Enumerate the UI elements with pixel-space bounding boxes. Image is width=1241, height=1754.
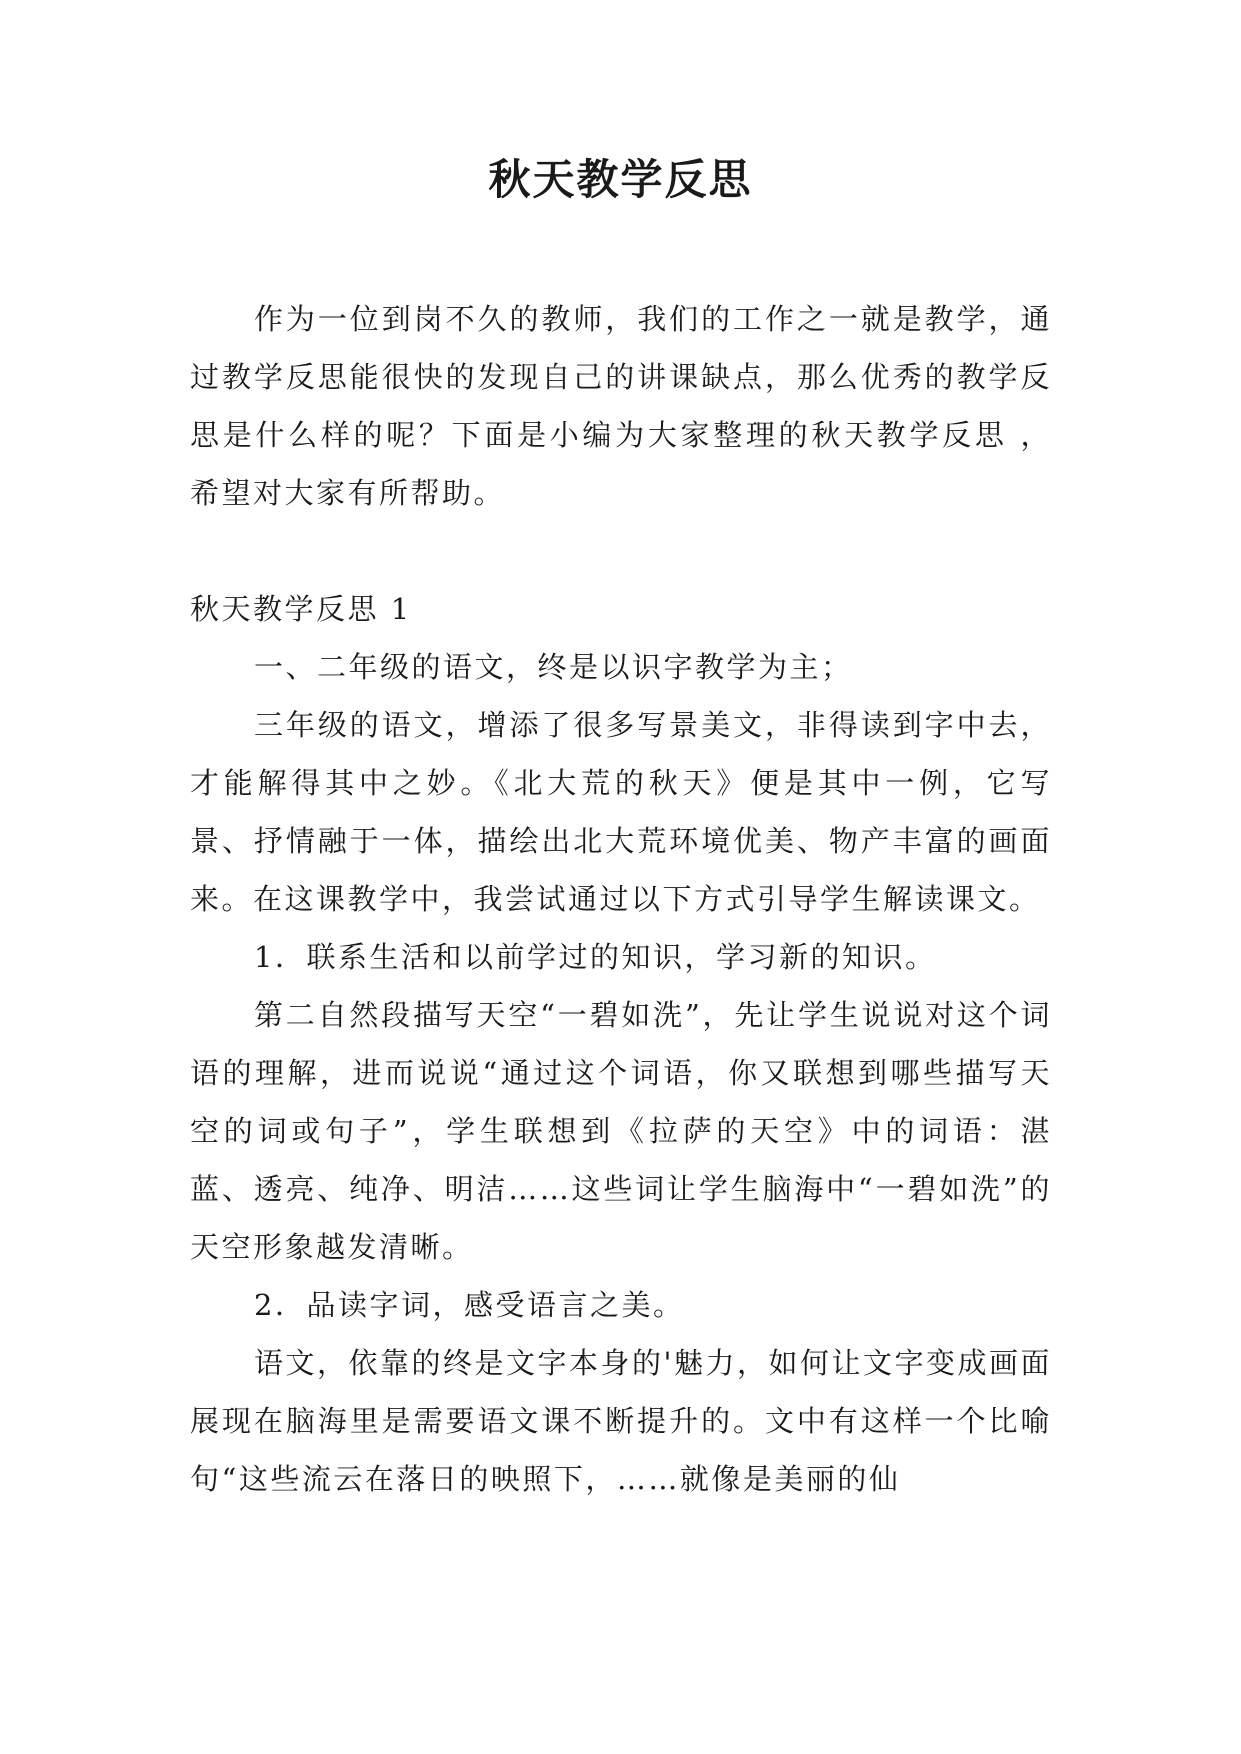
body-paragraph: 语文，依靠的终是文字本身的'魅力，如何让文字变成画面展现在脑海里是需要语文课不断提升的。文中有这样一个比喻句“这些流云在落日的映照下，……就像是美丽的仙 [190,1346,1052,1496]
numbered-point: 2．品读字词，感受语言之美。 [254,1288,685,1322]
body-paragraph: 第二自然段描写天空“一碧如洗”，先让学生说说对这个词语的理解，进而说说“通过这个词语，你又联想到哪些描写天空的词或句子”，学生联想到《拉萨的天空》中的词语：湛蓝、透亮、纯净、明洁……这些词让学生脑海中“一碧如洗”的天空形象越发清晰。 [190,998,1052,1264]
document-title: 秋天教学反思 [488,155,753,204]
intro-paragraph: 作为一位到岗不久的教师，我们的工作之一就是教学，通过教学反思能很快的发现自己的讲课缺点，那么优秀的教学反思是什么样的呢？下面是小编为大家整理的秋天教学反思 ，希望对大家有所帮助。 [190,302,1052,510]
section-heading: 秋天教学反思 1 [190,592,412,626]
numbered-point: 1．联系生活和以前学过的知识，学习新的知识。 [254,940,937,974]
document-body [190,290,1052,1508]
body-paragraph: 三年级的语文，增添了很多写景美文，非得读到字中去，才能解得其中之妙。《北大荒的秋天》便是其中一例，它写景、抒情融于一体，描绘出北大荒环境优美、物产丰富的画面来。在这课教学中，我尝试通过以下方式引导学生解读课文。 [190,708,1052,916]
body-paragraph: 一、二年级的语文，终是以识字教学为主； [254,650,853,684]
paragraph-spacer [190,522,1052,580]
